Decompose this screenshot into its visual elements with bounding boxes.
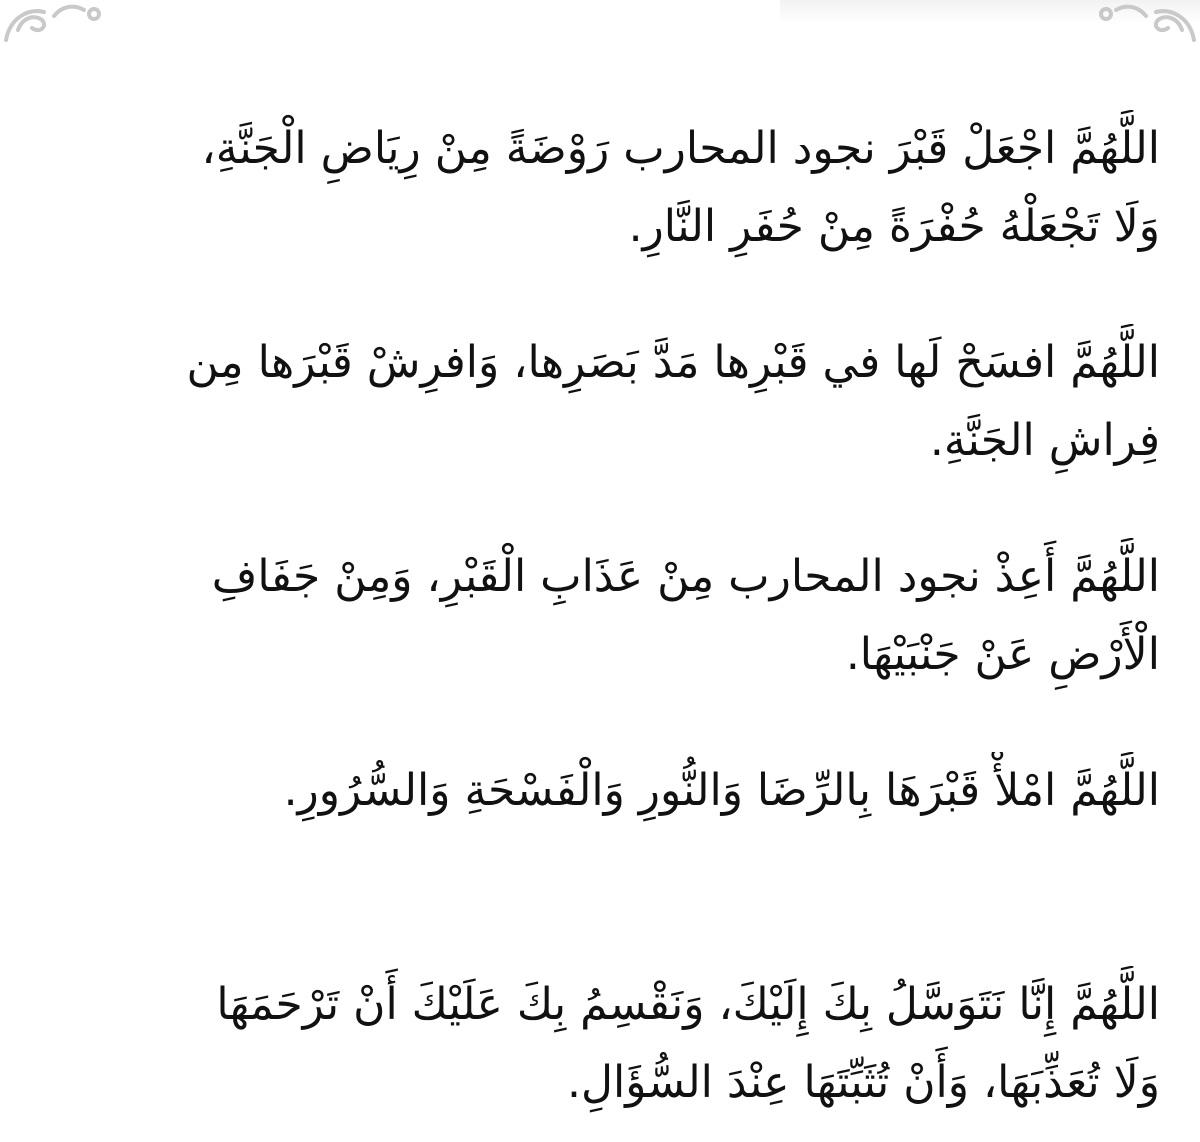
dua-paragraph-5: اللَّهُمَّ إِنَّا نَتَوَسَّلُ بِكَ إِلَيْكَ، وَنَقْسِمُ بِكَ عَلَيْكَ أَنْ تَرْحَمَهَا وَلَا تُعَذِّبَهَا، وَأَنْ تُثَبِّتَهَا عِنْدَ السُّؤَالِ. [216,979,1160,1108]
top-shadow [780,0,1200,24]
dua-paragraph-1: اللَّهُمَّ اجْعَلْ قَبْرَ نجود المحارب رَوْضَةً مِنْ رِيَاضِ الْجَنَّةِ، وَلَا تَجْعَلْهُ حُفْرَةً مِنْ حُفَرِ النَّارِ. [201,123,1160,252]
dua-paragraph-4: اللَّهُمَّ امْلأْ قَبْرَهَا بِالرِّضَا وَالنُّورِ وَالْفَسْحَةِ وَالسُّرُورِ. [283,765,1160,816]
dua-paragraph-2: اللَّهُمَّ افسَحْ لَها في قَبْرِها مَدَّ بَصَرِها، وَافرِشْ قَبْرَها مِن فِراشِ الجَنَّةِ. [186,337,1160,466]
corner-ornament-left [0,0,110,48]
dua-list [160,110,1160,1122]
dua-paragraph-3: اللَّهُمَّ أَعِذْ نجود المحارب مِنْ عَذَابِ الْقَبْرِ، وَمِنْ جَفَافِ الْأَرْضِ عَنْ جَنْبَيْهَا. [211,551,1160,680]
corner-ornament-right [1090,0,1200,48]
